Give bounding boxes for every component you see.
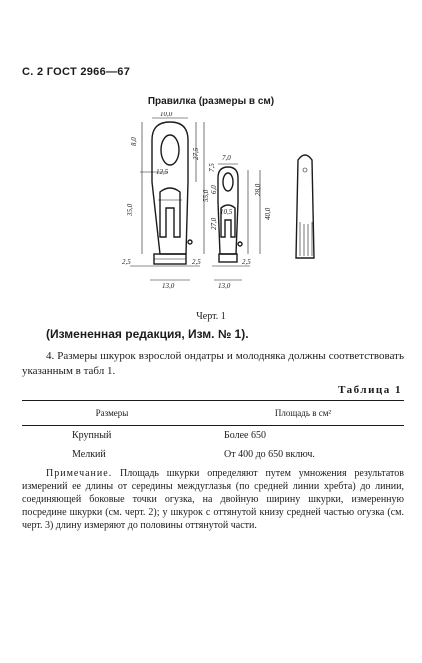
- sizes-table: [22, 400, 404, 466]
- table-title: Таблица 1: [338, 384, 402, 396]
- dim-2-5-b: 2,5: [192, 258, 201, 266]
- dim-7-5: 7,5: [208, 163, 216, 172]
- dim-28: 28,0: [254, 183, 262, 196]
- dim-7: 7,0: [222, 154, 231, 162]
- dim-55: 55,0: [202, 189, 210, 202]
- table-body: [22, 426, 404, 466]
- dim-10: 10,0: [160, 112, 173, 118]
- note-label: Примечание.: [46, 468, 113, 479]
- cell-area: От 400 до 650 включ.: [224, 449, 315, 460]
- dim-35: 35,0: [126, 203, 134, 216]
- dim-10-5: 10,5: [220, 208, 233, 216]
- header-sizes: Размеры: [95, 408, 129, 418]
- stretcher-profile: [296, 155, 314, 258]
- stretcher-drawing: [100, 112, 340, 322]
- table-row: [22, 426, 404, 445]
- paragraph-4: 4. Размеры шкурок взрослой ондатры и молодняка должны соответствовать указанным в табл 1.: [22, 350, 404, 377]
- dim-8: 8,0: [130, 137, 138, 146]
- dim-27-5: 27,5: [192, 147, 200, 160]
- table-row: [22, 445, 404, 464]
- note-text: Площадь шкурки определяют путем умножения результатов измерений ее длины от середины междуглазья (по средней линии хребта) до линии, соединяющей боковые точки огузка, на двойную ширину шкурки, измеренную посредине шкурки (см. черт. 2); у шкурок с оттянутой книзу средней частью огузка (см. черт. 3) длину измеряют до половины оттянутой части.: [22, 468, 404, 531]
- table-note: [22, 467, 404, 532]
- dim-27: 27,0: [210, 217, 218, 230]
- cell-size: Крупный: [72, 430, 112, 441]
- amendment-note: (Измененная редакция, Изм. № 1).: [46, 327, 249, 341]
- large-stretcher: [152, 122, 192, 264]
- dim-13-a: 13,0: [162, 282, 175, 290]
- cell-area: Более 650: [224, 430, 266, 441]
- dim-40: 40,0: [264, 207, 272, 220]
- cell-size: Мелкий: [72, 449, 106, 460]
- dim-2-5-c: 2,5: [242, 258, 251, 266]
- page-header: С. 2 ГОСТ 2966—67: [22, 66, 131, 78]
- table-header: [22, 401, 404, 426]
- dim-13-b: 13,0: [218, 282, 231, 290]
- figure-caption: Черт. 1: [196, 311, 226, 322]
- dim-2-5-a: 2,5: [122, 258, 131, 266]
- header-area: Площадь в см²: [274, 408, 332, 418]
- figure-title: Правилка (размеры в см): [147, 96, 275, 107]
- dim-12-5: 12,5: [156, 168, 169, 176]
- dim-6: 6,0: [210, 185, 218, 194]
